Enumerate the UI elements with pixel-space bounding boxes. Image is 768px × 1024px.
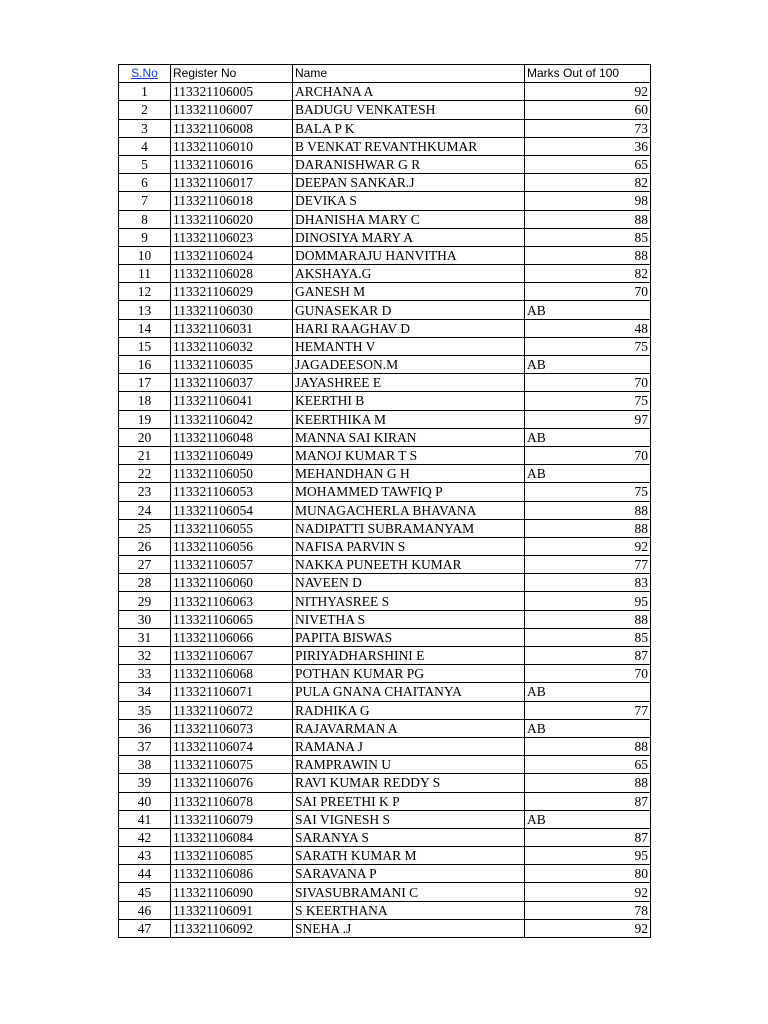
table-row — [119, 465, 651, 483]
cell-register-no: 113321106054 — [171, 501, 293, 519]
cell-name: PIRIYADHARSHINI E — [293, 647, 525, 665]
cell-register-no: 113321106032 — [171, 337, 293, 355]
cell-marks: 88 — [525, 501, 651, 519]
cell-marks: AB — [525, 810, 651, 828]
table-row — [119, 792, 651, 810]
cell-sno: 23 — [119, 483, 171, 501]
cell-register-no: 113321106028 — [171, 265, 293, 283]
cell-name: KEERTHI B — [293, 392, 525, 410]
cell-register-no: 113321106092 — [171, 919, 293, 937]
cell-name: MOHAMMED TAWFIQ P — [293, 483, 525, 501]
table-row — [119, 592, 651, 610]
cell-register-no: 113321106090 — [171, 883, 293, 901]
cell-sno: 31 — [119, 628, 171, 646]
cell-marks: 70 — [525, 665, 651, 683]
table-row — [119, 919, 651, 937]
cell-register-no: 113321106084 — [171, 828, 293, 846]
cell-marks: 88 — [525, 610, 651, 628]
cell-register-no: 113321106065 — [171, 610, 293, 628]
cell-sno: 34 — [119, 683, 171, 701]
cell-register-no: 113321106042 — [171, 410, 293, 428]
cell-marks: 92 — [525, 83, 651, 101]
cell-sno: 11 — [119, 265, 171, 283]
table-row — [119, 756, 651, 774]
cell-sno: 12 — [119, 283, 171, 301]
cell-sno: 20 — [119, 428, 171, 446]
cell-register-no: 113321106049 — [171, 446, 293, 464]
cell-name: MUNAGACHERLA BHAVANA — [293, 501, 525, 519]
cell-register-no: 113321106017 — [171, 174, 293, 192]
table-row — [119, 155, 651, 173]
cell-register-no: 113321106085 — [171, 847, 293, 865]
cell-name: AKSHAYA.G — [293, 265, 525, 283]
header-marks: Marks Out of 100 — [525, 65, 651, 83]
cell-name: SNEHA .J — [293, 919, 525, 937]
sno-sort-link[interactable]: S.No — [131, 66, 158, 81]
cell-name: GUNASEKAR D — [293, 301, 525, 319]
cell-register-no: 113321106066 — [171, 628, 293, 646]
cell-marks: 87 — [525, 828, 651, 846]
cell-name: KEERTHIKA M — [293, 410, 525, 428]
cell-name: POTHAN KUMAR PG — [293, 665, 525, 683]
cell-sno: 41 — [119, 810, 171, 828]
cell-sno: 1 — [119, 83, 171, 101]
cell-sno: 24 — [119, 501, 171, 519]
cell-register-no: 113321106016 — [171, 155, 293, 173]
table-row — [119, 301, 651, 319]
cell-sno: 25 — [119, 519, 171, 537]
cell-sno: 7 — [119, 192, 171, 210]
cell-register-no: 113321106007 — [171, 101, 293, 119]
cell-sno: 26 — [119, 537, 171, 555]
cell-marks: 95 — [525, 847, 651, 865]
cell-marks: 82 — [525, 174, 651, 192]
cell-marks: 70 — [525, 283, 651, 301]
cell-sno: 4 — [119, 137, 171, 155]
cell-marks: 48 — [525, 319, 651, 337]
cell-sno: 2 — [119, 101, 171, 119]
cell-marks: 70 — [525, 374, 651, 392]
cell-marks: AB — [525, 683, 651, 701]
cell-marks: 92 — [525, 919, 651, 937]
cell-marks: 87 — [525, 647, 651, 665]
table-row — [119, 392, 651, 410]
cell-sno: 27 — [119, 556, 171, 574]
cell-sno: 44 — [119, 865, 171, 883]
table-row — [119, 210, 651, 228]
cell-name: RADHIKA G — [293, 701, 525, 719]
cell-sno: 39 — [119, 774, 171, 792]
cell-sno: 35 — [119, 701, 171, 719]
cell-name: GANESH M — [293, 283, 525, 301]
marks-table — [118, 64, 651, 938]
table-row — [119, 428, 651, 446]
cell-marks: AB — [525, 719, 651, 737]
cell-sno: 5 — [119, 155, 171, 173]
table-row — [119, 737, 651, 755]
cell-name: MEHANDHAN G H — [293, 465, 525, 483]
cell-register-no: 113321106073 — [171, 719, 293, 737]
cell-marks: 85 — [525, 628, 651, 646]
cell-sno: 6 — [119, 174, 171, 192]
cell-marks: 88 — [525, 774, 651, 792]
table-row — [119, 719, 651, 737]
cell-name: RAMANA J — [293, 737, 525, 755]
cell-register-no: 113321106072 — [171, 701, 293, 719]
cell-name: DEVIKA S — [293, 192, 525, 210]
cell-marks: 83 — [525, 574, 651, 592]
cell-sno: 21 — [119, 446, 171, 464]
cell-name: NAFISA PARVIN S — [293, 537, 525, 555]
cell-sno: 13 — [119, 301, 171, 319]
table-row — [119, 628, 651, 646]
cell-marks: AB — [525, 428, 651, 446]
cell-name: MANOJ KUMAR T S — [293, 446, 525, 464]
cell-name: SARANYA S — [293, 828, 525, 846]
table-row — [119, 174, 651, 192]
cell-marks: 78 — [525, 901, 651, 919]
cell-register-no: 113321106031 — [171, 319, 293, 337]
cell-marks: 87 — [525, 792, 651, 810]
cell-marks: 36 — [525, 137, 651, 155]
cell-name: S KEERTHANA — [293, 901, 525, 919]
table-row — [119, 137, 651, 155]
cell-sno: 19 — [119, 410, 171, 428]
cell-marks: 85 — [525, 228, 651, 246]
header-register-no: Register No — [171, 65, 293, 83]
cell-marks: 77 — [525, 701, 651, 719]
table-row — [119, 701, 651, 719]
cell-register-no: 113321106053 — [171, 483, 293, 501]
cell-marks: 75 — [525, 392, 651, 410]
cell-name: BALA P K — [293, 119, 525, 137]
cell-register-no: 113321106079 — [171, 810, 293, 828]
cell-marks: 60 — [525, 101, 651, 119]
table-row — [119, 810, 651, 828]
cell-sno: 15 — [119, 337, 171, 355]
cell-register-no: 113321106018 — [171, 192, 293, 210]
cell-sno: 18 — [119, 392, 171, 410]
cell-register-no: 113321106074 — [171, 737, 293, 755]
cell-sno: 36 — [119, 719, 171, 737]
table-row — [119, 847, 651, 865]
cell-marks: 65 — [525, 756, 651, 774]
table-row — [119, 774, 651, 792]
table-row — [119, 101, 651, 119]
cell-name: DARANISHWAR G R — [293, 155, 525, 173]
cell-register-no: 113321106068 — [171, 665, 293, 683]
table-row — [119, 483, 651, 501]
cell-name: DINOSIYA MARY A — [293, 228, 525, 246]
cell-sno: 32 — [119, 647, 171, 665]
cell-register-no: 113321106050 — [171, 465, 293, 483]
table-row — [119, 337, 651, 355]
cell-name: RAMPRAWIN U — [293, 756, 525, 774]
cell-marks: 88 — [525, 737, 651, 755]
cell-register-no: 113321106035 — [171, 356, 293, 374]
cell-marks: 88 — [525, 519, 651, 537]
cell-register-no: 113321106029 — [171, 283, 293, 301]
cell-name: DEEPAN SANKAR.J — [293, 174, 525, 192]
cell-sno: 33 — [119, 665, 171, 683]
cell-name: PAPITA BISWAS — [293, 628, 525, 646]
cell-name: NADIPATTI SUBRAMANYAM — [293, 519, 525, 537]
cell-sno: 47 — [119, 919, 171, 937]
table-row — [119, 410, 651, 428]
table-row — [119, 283, 651, 301]
cell-register-no: 113321106056 — [171, 537, 293, 555]
table-body — [119, 83, 651, 938]
cell-sno: 16 — [119, 356, 171, 374]
cell-register-no: 113321106010 — [171, 137, 293, 155]
table-row — [119, 246, 651, 264]
cell-sno: 46 — [119, 901, 171, 919]
cell-register-no: 113321106023 — [171, 228, 293, 246]
cell-sno: 3 — [119, 119, 171, 137]
header-name: Name — [293, 65, 525, 83]
cell-sno: 14 — [119, 319, 171, 337]
cell-marks: 73 — [525, 119, 651, 137]
cell-name: SARAVANA P — [293, 865, 525, 883]
cell-register-no: 113321106071 — [171, 683, 293, 701]
cell-marks: 97 — [525, 410, 651, 428]
cell-marks: 88 — [525, 210, 651, 228]
cell-register-no: 113321106078 — [171, 792, 293, 810]
cell-register-no: 113321106063 — [171, 592, 293, 610]
cell-register-no: 113321106075 — [171, 756, 293, 774]
table-row — [119, 556, 651, 574]
cell-sno: 42 — [119, 828, 171, 846]
cell-name: JAYASHREE E — [293, 374, 525, 392]
cell-marks: 80 — [525, 865, 651, 883]
cell-name: NAKKA PUNEETH KUMAR — [293, 556, 525, 574]
cell-sno: 45 — [119, 883, 171, 901]
cell-register-no: 113321106037 — [171, 374, 293, 392]
cell-register-no: 113321106041 — [171, 392, 293, 410]
cell-marks: 92 — [525, 883, 651, 901]
table-row — [119, 537, 651, 555]
cell-name: HEMANTH V — [293, 337, 525, 355]
table-row — [119, 901, 651, 919]
cell-register-no: 113321106030 — [171, 301, 293, 319]
cell-name: SIVASUBRAMANI C — [293, 883, 525, 901]
cell-marks: 98 — [525, 192, 651, 210]
cell-register-no: 113321106024 — [171, 246, 293, 264]
table-row — [119, 319, 651, 337]
cell-register-no: 113321106060 — [171, 574, 293, 592]
cell-name: SARATH KUMAR M — [293, 847, 525, 865]
header-sno[interactable] — [119, 65, 171, 83]
cell-register-no: 113321106076 — [171, 774, 293, 792]
cell-sno: 28 — [119, 574, 171, 592]
cell-sno: 17 — [119, 374, 171, 392]
cell-marks: AB — [525, 465, 651, 483]
table-row — [119, 446, 651, 464]
table-row — [119, 119, 651, 137]
table-row — [119, 610, 651, 628]
cell-sno: 29 — [119, 592, 171, 610]
cell-register-no: 113321106020 — [171, 210, 293, 228]
cell-marks: 88 — [525, 246, 651, 264]
cell-sno: 38 — [119, 756, 171, 774]
cell-sno: 22 — [119, 465, 171, 483]
cell-name: ARCHANA A — [293, 83, 525, 101]
cell-name: NAVEEN D — [293, 574, 525, 592]
cell-marks: 65 — [525, 155, 651, 173]
table-row — [119, 519, 651, 537]
table-row — [119, 374, 651, 392]
table-row — [119, 828, 651, 846]
cell-name: NIVETHA S — [293, 610, 525, 628]
cell-name: B VENKAT REVANTHKUMAR — [293, 137, 525, 155]
cell-name: HARI RAAGHAV D — [293, 319, 525, 337]
cell-marks: AB — [525, 301, 651, 319]
cell-sno: 40 — [119, 792, 171, 810]
table-row — [119, 883, 651, 901]
cell-sno: 30 — [119, 610, 171, 628]
cell-marks: 77 — [525, 556, 651, 574]
table-row — [119, 647, 651, 665]
cell-register-no: 113321106091 — [171, 901, 293, 919]
table-row — [119, 683, 651, 701]
table-row — [119, 665, 651, 683]
cell-name: RAVI KUMAR REDDY S — [293, 774, 525, 792]
table-row — [119, 228, 651, 246]
cell-register-no: 113321106086 — [171, 865, 293, 883]
cell-register-no: 113321106048 — [171, 428, 293, 446]
header-row — [119, 65, 651, 83]
cell-sno: 8 — [119, 210, 171, 228]
cell-name: JAGADEESON.M — [293, 356, 525, 374]
cell-name: DOMMARAJU HANVITHA — [293, 246, 525, 264]
cell-sno: 10 — [119, 246, 171, 264]
cell-name: SAI PREETHI K P — [293, 792, 525, 810]
cell-register-no: 113321106067 — [171, 647, 293, 665]
cell-marks: 95 — [525, 592, 651, 610]
table-row — [119, 501, 651, 519]
table-row — [119, 192, 651, 210]
cell-register-no: 113321106057 — [171, 556, 293, 574]
cell-marks: 92 — [525, 537, 651, 555]
cell-name: DHANISHA MARY C — [293, 210, 525, 228]
cell-name: MANNA SAI KIRAN — [293, 428, 525, 446]
cell-marks: AB — [525, 356, 651, 374]
cell-marks: 70 — [525, 446, 651, 464]
cell-sno: 37 — [119, 737, 171, 755]
cell-sno: 43 — [119, 847, 171, 865]
cell-register-no: 113321106055 — [171, 519, 293, 537]
table-row — [119, 83, 651, 101]
cell-name: RAJAVARMAN A — [293, 719, 525, 737]
cell-register-no: 113321106005 — [171, 83, 293, 101]
cell-name: BADUGU VENKATESH — [293, 101, 525, 119]
cell-marks: 82 — [525, 265, 651, 283]
cell-marks: 75 — [525, 337, 651, 355]
cell-sno: 9 — [119, 228, 171, 246]
cell-marks: 75 — [525, 483, 651, 501]
table-row — [119, 574, 651, 592]
table-row — [119, 356, 651, 374]
cell-name: PULA GNANA CHAITANYA — [293, 683, 525, 701]
cell-name: NITHYASREE S — [293, 592, 525, 610]
table-row — [119, 865, 651, 883]
table-row — [119, 265, 651, 283]
cell-register-no: 113321106008 — [171, 119, 293, 137]
cell-name: SAI VIGNESH S — [293, 810, 525, 828]
